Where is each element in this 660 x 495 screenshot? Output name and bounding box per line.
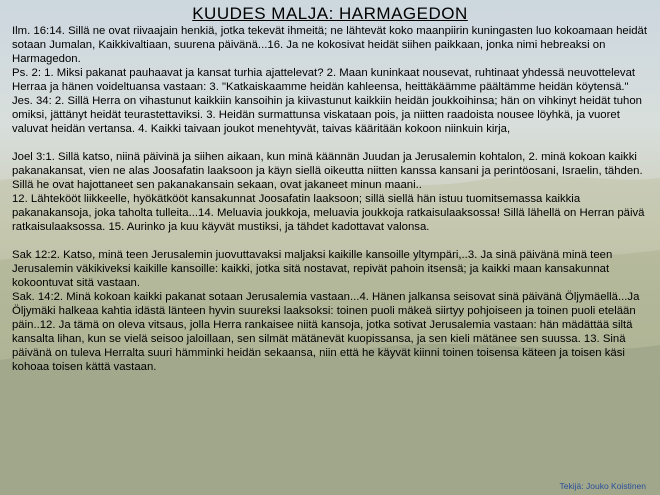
slide-title: KUUDES MALJA: HARMAGEDON <box>192 4 468 23</box>
blank-line <box>12 136 652 150</box>
paragraph-ps: Ps. 2: 1. Miksi pakanat pauhaavat ja kansat turhia ajattelevat? 2. Maan kuninkaat nousevat, ruhtinaat yhdessä neuvottelevat Herraa ja hänen voideltuansa vastaan: 3. "Katkaiskaamme heidän kahleensa, heittäkäämme päältämme heidän köytensä." <box>12 67 636 93</box>
paragraph-sak-14: Sak. 14:2. Minä kokoan kaikki pakanat sotaan Jerusalemia vastaan...4. Hänen jalkansa seisovat sinä päivänä Öljymäellä...Ja Öljymäki halkeaa kahtia idästä länteen hyvin suureksi laaksoksi: toinen puoli mäkeä siirtyy pohjoiseen ja toinen puoli etelään päin..12. Ja tämä on oleva vitsaus, jolla Herra rankaisee niitä kansoja, jotka sotivat Jerusalemia vastaan: hän mädättää siltä kansalta lihan, kun se vielä seisoo jaloillaan, sen silmät mätänevät kuopissansa, ja sen kieli mätänee sen suussa. 13. Sinä päivänä on tuleva Herralta suuri hämminki heidän sekaansa, niin että he käyvät kiinni toinen toisensa käteen ja toisen käsi kohoaa toisen kättä vastaan. <box>12 291 640 373</box>
text-body <box>12 24 652 374</box>
paragraph-joel-12: 12. Lähtekööt liikkeelle, hyökätkööt kansakunnat Joosafatin laaksoon; sillä siellä hän istuu tuomitsemassa kaikkia pakanakansoja, joka taholta tulleita...14. Meluavia joukkoja, meluavia joukkoja ratkaisulaaksossa! Sillä lähellä on Herran päivä ratkaisulaaksossa. 15. Aurinko ja kuu käyvät mustiksi, ja tähdet kadottavat valonsa. <box>12 193 645 233</box>
author-credit: Tekijä: Jouko Koistinen <box>559 481 646 491</box>
blank-line <box>12 234 652 248</box>
paragraph-sak-12: Sak 12:2. Katso, minä teen Jerusalemin juovuttavaksi maljaksi kaikille kansoille yltympäri,..3. Ja sinä päivänä minä teen Jerusalemin väkikiveksi kaikille kansoille: kaikki, jotka sitä nostavat, repivät pahoin itsensä; ja kaikki maan kansakunnat kokoontuvat sitä vastaan. <box>12 249 613 289</box>
paragraph-joel: Joel 3:1. Sillä katso, niinä päivinä ja siihen aikaan, kun minä käännän Juudan ja Jerusalemin kohtalon, 2. minä kokoan kaikki pakanakansat, vien ne alas Joosafatin laaksoon ja käyn siellä oikeutta niitten kanssa kansani ja perintöosani, Israelin, tähden. Sillä he ovat hajottaneet sen pakanakansain sekaan, ovat jakaneet minun maani.. <box>12 151 643 191</box>
paragraph-ilm: Ilm. 16:14. Sillä ne ovat riivaajain henkiä, jotka tekevät ihmeitä; ne lähtevät koko maanpiirin kuningasten luo kokoamaan heidät sotaan Jumalan, Kaikkivaltiaan, suurena päivänä...16. Ja ne kokosivat heidät siihen paikkaan, jonka nimi hebreaksi on Harmagedon. <box>12 25 647 65</box>
paragraph-jes: Jes. 34: 2. Sillä Herra on vihastunut kaikkiin kansoihin ja kiivastunut kaikkiin heidän joukkoihinsa; hän on vihkinyt heidät tuhon omiksi, jättänyt heidät teurastettaviksi. 3. Heidän surmattunsa viskataan pois, ja niitten raadoista nousee löyhkä, ja vuoret valuvat heidän vertansa. 4. Kaikki taivaan joukot menehtyvät, taivas kääritään kokoon niinkuin kirja, <box>12 95 642 135</box>
